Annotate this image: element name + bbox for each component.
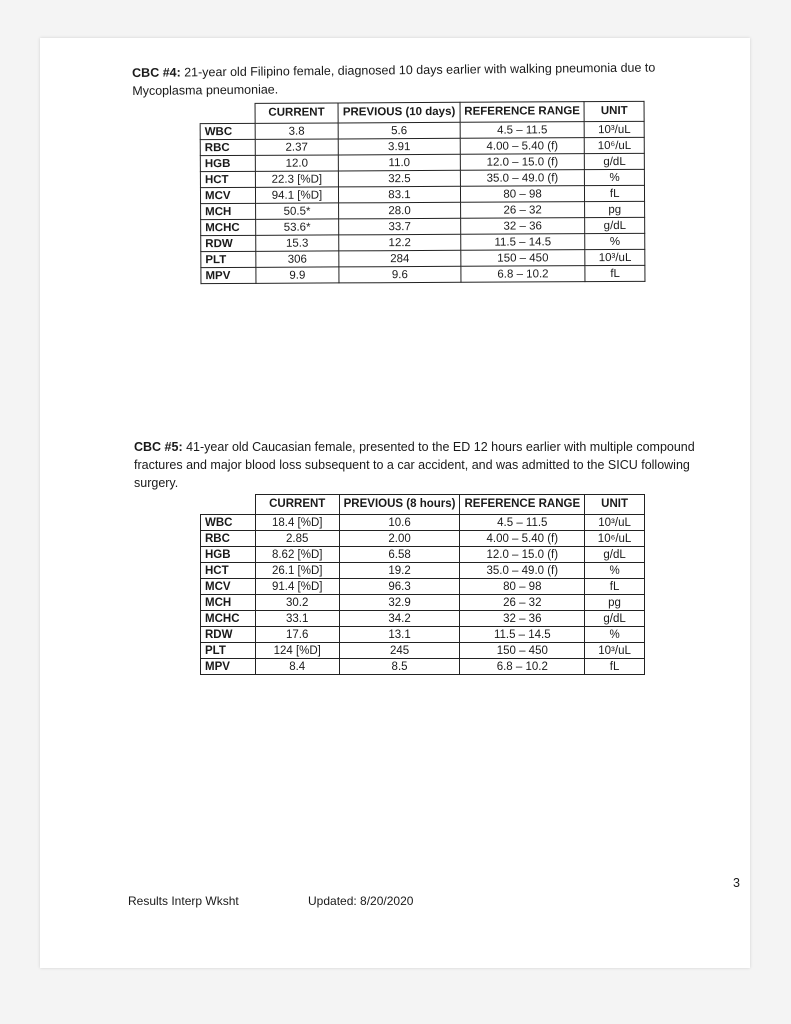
case-4-text: 21-year old Filipino female, diagnosed 10 days earlier with walking pneumonia due to Mycoplasma pneumoniae. [132,60,656,98]
cell-reference: 26 – 32 [460,202,585,219]
cell-previous: 245 [339,643,460,659]
cell-unit: g/dL [585,611,645,627]
cell-name: MPV [201,659,256,675]
cell-previous: 19.2 [339,563,460,579]
cell-previous: 8.5 [339,659,460,675]
cell-name: HGB [200,155,255,171]
cell-previous: 32.9 [339,595,460,611]
cell-unit: % [585,563,645,579]
cell-current: 22.3 [%D] [255,171,339,187]
cell-current: 2.85 [255,531,339,547]
cell-unit: fL [585,579,645,595]
cell-unit: g/dL [585,153,645,169]
cell-name: HGB [201,547,256,563]
cell-current: 2.37 [255,139,339,155]
case-5-description [134,438,704,492]
table-row [201,265,645,283]
cell-current: 33.1 [255,611,339,627]
cell-unit: 10⁶/uL [585,531,645,547]
cell-unit: 10³/uL [584,121,644,137]
cell-current: 124 [%D] [255,643,339,659]
cell-unit: pg [585,595,645,611]
cell-reference: 12.0 – 15.0 (f) [460,154,585,171]
case-4-description [132,58,692,100]
table-row [201,515,645,531]
cbc-5-body [201,515,645,675]
cbc-5-table [200,494,645,675]
document-page [40,38,750,968]
cell-name: HCT [201,563,256,579]
cell-reference: 32 – 36 [460,611,585,627]
cell-previous: 9.6 [339,266,461,283]
cell-previous: 284 [339,250,461,267]
unit-header: UNIT [585,495,645,515]
table-row [201,579,645,595]
cell-name: WBC [200,123,255,139]
cell-current: 26.1 [%D] [255,563,339,579]
cell-reference: 32 – 36 [460,218,585,235]
current-header: CURRENT [255,103,339,123]
table-row [201,547,645,563]
footer-worksheet-name: Results Interp Wksht [128,894,239,908]
cell-current: 3.8 [255,123,339,139]
case-5-text: 41-year old Caucasian female, presented to the ED 12 hours earlier with multiple compound fractures and major blood loss subsequent to a car accident, and was admitted to the SICU following surgery. [134,440,695,490]
cell-unit: 10³/uL [585,249,645,265]
cell-previous: 11.0 [339,154,461,171]
current-header: CURRENT [255,495,339,515]
cell-unit: % [585,169,645,185]
cell-current: 53.6* [255,219,339,235]
cell-name: HCT [200,171,255,187]
cell-reference: 4.00 – 5.40 (f) [460,138,585,155]
cell-current: 9.9 [256,267,340,283]
cell-previous: 10.6 [339,515,460,531]
cell-name: RDW [201,627,256,643]
cell-previous: 28.0 [339,202,461,219]
cell-current: 8.62 [%D] [255,547,339,563]
cell-unit: % [585,627,645,643]
cell-current: 17.6 [255,627,339,643]
cell-reference: 80 – 98 [460,579,585,595]
case-5-label: CBC #5: [134,440,183,454]
cell-reference: 6.8 – 10.2 [460,659,585,675]
cell-unit: fL [585,659,645,675]
cell-name: MCV [200,187,255,203]
cell-reference: 150 – 450 [460,643,585,659]
table-row [201,627,645,643]
cell-current: 50.5* [255,203,339,219]
cell-previous: 33.7 [339,218,461,235]
cell-name: MCH [201,595,256,611]
cell-current: 15.3 [255,235,339,251]
cell-name: MCHC [201,611,256,627]
cell-previous: 32.5 [339,170,461,187]
cell-previous: 34.2 [339,611,460,627]
cell-reference: 35.0 – 49.0 (f) [460,170,585,187]
cell-name: PLT [201,643,256,659]
cell-previous: 2.00 [339,531,460,547]
cell-reference: 4.00 – 5.40 (f) [460,531,585,547]
cell-name: RDW [201,235,256,251]
footer-updated-date: Updated: 8/20/2020 [308,894,414,908]
cell-name: RBC [200,139,255,155]
cell-unit: 10⁶/uL [585,137,645,153]
cell-reference: 26 – 32 [460,595,585,611]
cell-current: 94.1 [%D] [255,187,339,203]
cell-current: 18.4 [%D] [255,515,339,531]
cell-reference: 35.0 – 49.0 (f) [460,563,585,579]
reference-header: REFERENCE RANGE [460,102,585,123]
unit-header: UNIT [584,101,644,121]
cell-unit: g/dL [585,547,645,563]
cell-name: MCHC [201,219,256,235]
previous-header: PREVIOUS (8 hours) [339,495,460,515]
cell-current: 30.2 [255,595,339,611]
cell-reference: 11.5 – 14.5 [460,234,585,251]
reference-header: REFERENCE RANGE [460,495,585,515]
cell-reference: 11.5 – 14.5 [460,627,585,643]
cell-current: 8.4 [255,659,339,675]
cbc-4-table [200,101,646,284]
cell-reference: 6.8 – 10.2 [461,266,586,283]
blank-header-cell [201,495,256,515]
cell-previous: 13.1 [339,627,460,643]
cell-unit: % [585,233,645,249]
cell-previous: 3.91 [338,138,460,155]
case-4-label: CBC #4: [132,65,181,80]
cell-unit: 10³/uL [585,643,645,659]
cell-unit: fL [585,265,645,281]
cell-previous: 12.2 [339,234,461,251]
table-row [201,563,645,579]
cell-name: WBC [201,515,256,531]
cell-current: 306 [255,251,339,267]
cell-previous: 5.6 [338,122,460,139]
cell-reference: 4.5 – 11.5 [460,122,585,139]
cell-name: MCV [201,579,256,595]
table-row [201,531,645,547]
cell-reference: 4.5 – 11.5 [460,515,585,531]
cell-name: MPV [201,267,256,283]
table-row [201,643,645,659]
cbc-4-body [200,121,645,283]
table-header-row [200,101,644,123]
table-row [201,659,645,675]
cell-reference: 80 – 98 [460,186,585,203]
cell-unit: g/dL [585,217,645,233]
cell-previous: 96.3 [339,579,460,595]
table-row [201,611,645,627]
cell-reference: 150 – 450 [461,250,586,267]
previous-header: PREVIOUS (10 days) [338,102,460,123]
table-header-row [201,495,645,515]
cell-reference: 12.0 – 15.0 (f) [460,547,585,563]
cell-name: MCH [201,203,256,219]
cell-previous: 6.58 [339,547,460,563]
cell-name: RBC [201,531,256,547]
cell-current: 91.4 [%D] [255,579,339,595]
table-row [201,595,645,611]
cell-previous: 83.1 [339,186,461,203]
cell-current: 12.0 [255,155,339,171]
cell-unit: pg [585,201,645,217]
cell-unit: fL [585,185,645,201]
cell-unit: 10³/uL [585,515,645,531]
cell-name: PLT [201,251,256,267]
page-number: 3 [733,876,740,890]
blank-header-cell [200,103,255,123]
